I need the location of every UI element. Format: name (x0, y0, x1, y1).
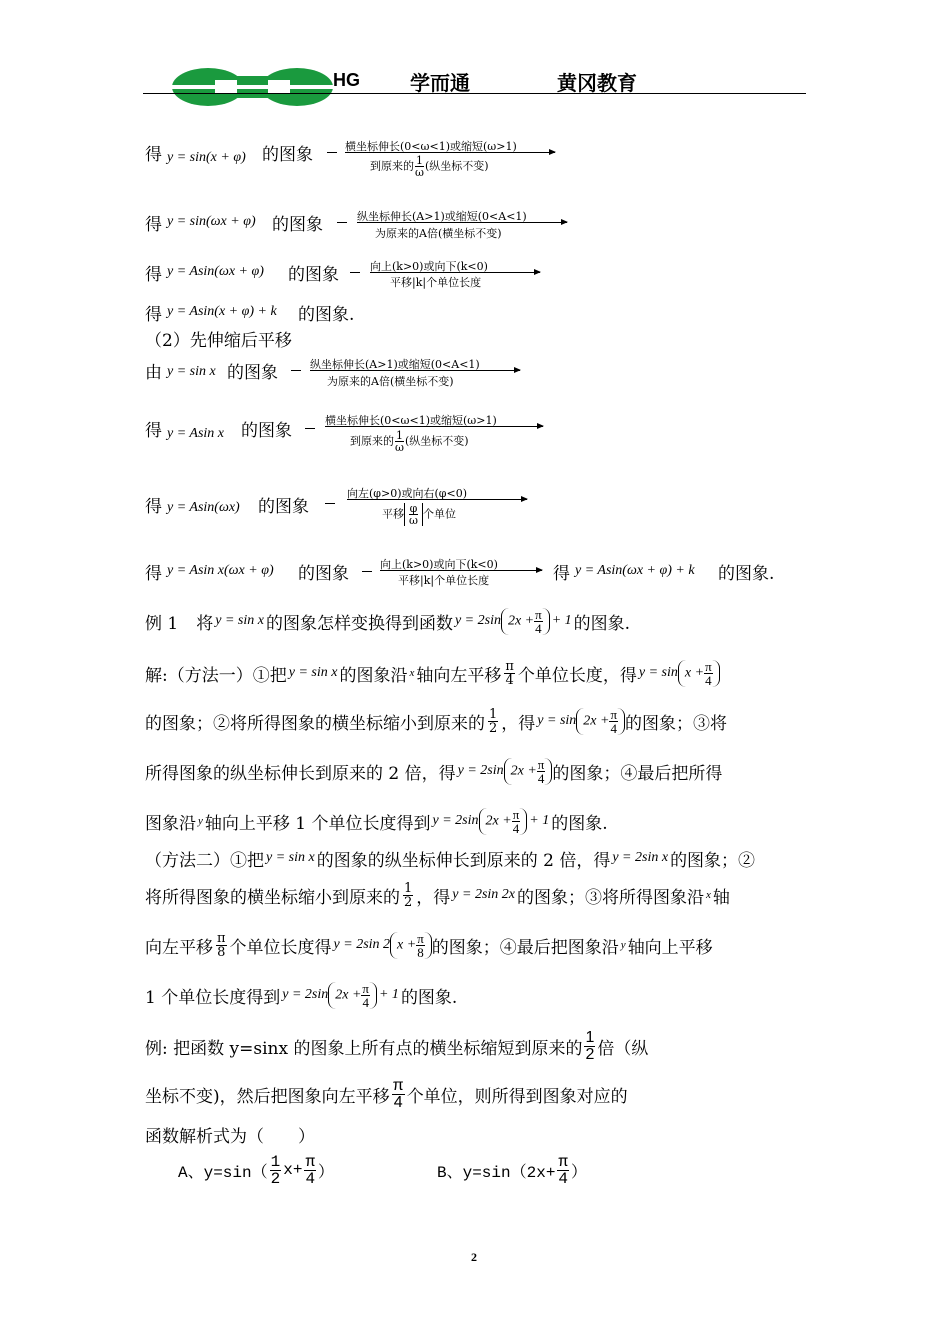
text: 1 个单位长度得到 (145, 987, 281, 1008)
frac-numerator: 1 (585, 1028, 595, 1046)
frac (361, 982, 370, 1009)
text: 倍（纵 (597, 1038, 649, 1059)
t4-arrow (380, 570, 542, 571)
step3-dash (350, 272, 360, 273)
t4-result-prefix: 得 (553, 564, 570, 584)
frac-denominator: 4 (535, 620, 542, 636)
text: ，得 (416, 887, 451, 908)
step3-arrow-top: 向上(k>0)或向下(k<0) (370, 260, 488, 273)
example2-line-1 (145, 1024, 648, 1068)
frac-denominator: 4 (537, 770, 545, 786)
step4-prefix: 得 (145, 305, 162, 325)
step1-arrow-bottom (370, 155, 489, 178)
frac (537, 758, 546, 785)
t2-suffix: 的图象 (241, 421, 292, 441)
text: 解:（方法一）①把 (145, 665, 287, 686)
frac-denominator: ω (415, 166, 424, 179)
formula: y (620, 939, 626, 951)
formula: 2x + (583, 713, 610, 729)
frac-numerator: π (305, 1152, 316, 1171)
step3-prefix: 得 (145, 265, 162, 285)
t3-arrow-top: 向左(φ>0)或向右(φ<0) (347, 487, 468, 500)
text: 的图象；③将 (625, 713, 728, 734)
t4-dash (362, 571, 372, 572)
frac-numerator: π (705, 658, 712, 674)
text: 将 (196, 613, 214, 634)
formula: 2x + (507, 613, 535, 629)
frac-numerator: π (505, 658, 514, 674)
t2-arrow-bottom (350, 430, 469, 453)
t1-arrow-top: 纵坐标伸长(A>1)或缩短(0<A<1) (310, 358, 480, 371)
step2-dash (337, 222, 347, 223)
frac-denominator: 8 (417, 944, 424, 960)
paren-group (678, 660, 720, 687)
page-number: 2 (471, 1250, 477, 1264)
header-brand: HG (333, 70, 360, 90)
frac-numerator: 1 (404, 880, 413, 896)
step3-suffix: 的图象 (288, 265, 339, 285)
step2-suffix: 的图象 (272, 215, 323, 235)
step1-bottom-text-2: (纵坐标不变) (424, 159, 489, 173)
paren-group (576, 708, 625, 735)
text: 的图象；② (670, 850, 756, 871)
frac (216, 932, 227, 959)
step3-arrow-bottom: 平移|k|个单位长度 (390, 276, 482, 289)
paren-group (328, 982, 377, 1009)
text: 坐标不变)，然后把图象向左平移 (145, 1086, 390, 1107)
formula: y = 2sin (282, 987, 329, 1002)
text: 向左平移 (145, 937, 213, 958)
formula: y = 2sin (454, 613, 501, 628)
text: 个单位长度，得 (517, 665, 637, 686)
solution-line-4 (145, 800, 608, 842)
frac (403, 882, 413, 909)
method2-line-1 (145, 845, 755, 871)
frac-numerator: π (392, 1076, 404, 1094)
formula: + 1 (378, 987, 399, 1002)
text: 的图象怎样变换得到函数 (265, 613, 453, 634)
frac-numerator: π (417, 930, 424, 946)
text: 的图象. (551, 813, 608, 834)
frac (609, 708, 618, 735)
formula: + 1 (551, 613, 572, 628)
frac-numerator: 1 (489, 706, 498, 722)
method2-line-3 (145, 924, 713, 966)
t3-prefix: 得 (145, 497, 162, 517)
step1-arrow (345, 152, 555, 153)
formula: y (198, 815, 203, 827)
text: 例: 把函数 y=sinx 的图象上所有点的横坐标缩短到原来的 (145, 1038, 583, 1059)
frac (557, 1154, 569, 1187)
text: 所得图象的纵坐标伸长到原来的 2 倍，得 (145, 763, 456, 784)
t2-formula: y = Asin x (167, 426, 225, 441)
section-heading: （2）先伸缩后平移 (145, 331, 292, 351)
header-title-1: 学而通 (410, 71, 470, 95)
frac (534, 608, 543, 635)
text: 个单位长度得 (229, 937, 332, 958)
text: 的图象；④最后把所得 (552, 763, 723, 784)
text: 的图象沿 (339, 665, 408, 686)
header-logo (170, 66, 335, 108)
t3-arrow (347, 499, 527, 500)
t2-dash (305, 428, 315, 429)
frac-denominator: 4 (610, 720, 617, 736)
text: 的图象；④最后把图象沿 (431, 937, 619, 958)
formula: y = sin x (288, 665, 338, 680)
text: x+ (283, 1161, 303, 1179)
frac-denominator: 8 (217, 944, 226, 960)
option-b[interactable] (437, 1148, 587, 1192)
example2-line-2 (145, 1072, 628, 1116)
frac-numerator: π (362, 980, 369, 996)
frac-denominator: 2 (404, 894, 413, 910)
formula: x (706, 889, 711, 901)
formula: y = sin (638, 665, 678, 680)
text: 的图象的纵坐标伸长到原来的 2 倍，得 (316, 850, 611, 871)
step1-suffix: 的图象 (262, 145, 313, 165)
t1-suffix: 的图象 (227, 363, 278, 383)
text: 将所得图象的横坐标缩小到原来的 (145, 887, 400, 908)
formula: 2x + (485, 813, 512, 829)
t1-dash (291, 370, 301, 371)
formula: y = sin x (215, 613, 264, 628)
frac-numerator: 1 (395, 429, 403, 442)
frac (504, 660, 515, 687)
formula: y = sin x (266, 850, 315, 865)
step2-arrow-top: 纵坐标伸长(A>1)或缩短(0<A<1) (357, 210, 527, 223)
t3-formula: y = Asin(ωx) (167, 500, 240, 515)
frac-denominator: ω (409, 514, 418, 527)
t2-bottom-text: 到原来的 (350, 434, 394, 448)
text: （方法二）①把 (145, 850, 264, 871)
formula: + 1 (529, 813, 550, 828)
formula: y = 2sin 2x (452, 887, 515, 902)
step2-arrow (357, 222, 567, 223)
formula: x (409, 667, 415, 679)
t1-arrow-bottom: 为原来的A倍(横坐标不变) (327, 375, 454, 388)
formula: x + (684, 665, 705, 681)
example2-line-3: 函数解析式为（ ） (145, 1127, 315, 1147)
example1-line (145, 600, 630, 642)
text: ，得 (501, 713, 536, 734)
text: 轴向左平移 (416, 665, 502, 686)
frac (416, 932, 425, 959)
t3-bottom-frac (404, 503, 423, 526)
formula: 2x + (335, 987, 362, 1003)
t1-prefix: 由 (145, 363, 162, 383)
logo-icon (170, 66, 335, 108)
t3-dash (325, 503, 335, 504)
t3-arrow-bottom (382, 503, 456, 526)
text: 的图象；②将所得图象的横坐标缩小到原来的 (145, 713, 485, 734)
text: 个单位，则所得到图象对应的 (406, 1086, 628, 1107)
method2-line-4 (145, 974, 457, 1016)
step1-arrow-top: 横坐标伸长(0<ω<1)或缩短(ω>1) (345, 140, 517, 153)
solution-line-3 (145, 750, 722, 792)
t4-prefix: 得 (145, 564, 162, 584)
frac-numerator: 1 (270, 1152, 281, 1171)
frac-numerator: π (217, 930, 226, 946)
example-label: 例 1 (145, 613, 179, 634)
formula: x + (397, 937, 417, 953)
formula: y = 2sin x (612, 850, 669, 865)
text: 的图象. (400, 987, 458, 1008)
t2-prefix: 得 (145, 421, 162, 441)
frac-numerator: π (535, 606, 542, 622)
frac-numerator: π (512, 806, 520, 822)
frac-denominator: 2 (489, 720, 498, 736)
text: 的图象；③将所得图象沿 (517, 887, 704, 908)
frac (304, 1154, 316, 1187)
frac (704, 660, 713, 687)
frac-denominator: 4 (512, 820, 520, 836)
formula: 2x + (510, 763, 537, 779)
solution-line-1 (145, 652, 720, 694)
t2-arrow-top: 横坐标伸长(0<ω<1)或缩短(ω>1) (325, 414, 497, 427)
t2-bottom-frac (394, 430, 405, 453)
t2-bottom-text-2: (纵坐标不变) (404, 434, 469, 448)
formula: y = sin (537, 713, 577, 728)
solution-line-2 (145, 700, 727, 742)
step3-arrow (370, 272, 540, 273)
t4-result-suffix: 的图象. (718, 564, 775, 584)
paren-group (504, 758, 553, 785)
text: A、y=sin（ (178, 1163, 268, 1182)
frac-denominator: 4 (362, 994, 369, 1010)
t4-result-formula: y = Asin(ωx + φ) + k (575, 563, 695, 578)
frac-denominator: 4 (705, 672, 712, 688)
t1-formula: y = sin x (167, 364, 216, 379)
step4-suffix: 的图象. (298, 305, 355, 325)
text: 轴向上平移 1 个单位长度得到 (204, 813, 431, 834)
frac (270, 1154, 282, 1187)
step2-formula: y = sin(ωx + φ) (167, 214, 256, 229)
frac-denominator: 4 (305, 1169, 316, 1188)
t3-bottom-text-2: 个单位 (422, 507, 456, 521)
frac-numerator: 1 (415, 154, 423, 167)
paren-group (479, 808, 528, 835)
option-a[interactable] (178, 1148, 334, 1192)
paren-group (390, 932, 432, 959)
t4-arrow-bottom: 平移|k|个单位长度 (398, 574, 490, 587)
frac (392, 1078, 405, 1111)
text: 轴向上平移 (627, 937, 713, 958)
frac-denominator: 4 (393, 1093, 403, 1111)
frac-numerator: π (610, 706, 618, 722)
formula: y = 2sin 2 (333, 937, 391, 952)
text: 轴 (712, 887, 730, 908)
formula: y = 2sin (457, 763, 504, 778)
header-title-2: 黄冈教育 (557, 71, 637, 95)
frac-denominator: 2 (585, 1045, 595, 1063)
paren-group (501, 608, 550, 635)
t4-formula: y = Asin x(ωx + φ) (167, 563, 274, 578)
step3-formula: y = Asin(ωx + φ) (167, 264, 264, 279)
t3-suffix: 的图象 (258, 497, 309, 517)
step1-bottom-frac (414, 155, 425, 178)
step2-arrow-bottom: 为原来的A倍(横坐标不变) (375, 227, 502, 240)
formula: y = 2sin (432, 813, 479, 828)
t3-bottom-text: 平移 (382, 507, 404, 521)
step1-formula: y = sin(x + φ) (167, 150, 246, 165)
text: ） (571, 1163, 588, 1182)
frac-denominator: 4 (505, 672, 514, 688)
t1-arrow (310, 370, 520, 371)
text: 图象沿 (145, 813, 196, 834)
header-rule (143, 93, 806, 94)
frac-denominator: 2 (270, 1169, 281, 1188)
step1-bottom-text: 到原来的 (370, 159, 414, 173)
method2-line-2 (145, 874, 730, 916)
text: 的图象. (573, 613, 631, 634)
text: B、y=sin（2x+ (437, 1163, 556, 1182)
t4-suffix: 的图象 (298, 564, 349, 584)
frac (584, 1030, 595, 1063)
frac-numerator: π (558, 1152, 569, 1171)
step1-dash (327, 152, 337, 153)
text: ） (318, 1163, 335, 1182)
frac-denominator: ω (395, 441, 404, 454)
step4-formula: y = Asin(x + φ) + k (167, 304, 277, 319)
frac-denominator: 4 (558, 1169, 569, 1188)
frac-numerator: φ (409, 502, 418, 515)
step1-prefix: 得 (145, 145, 162, 165)
frac-numerator: π (537, 756, 545, 772)
step2-prefix: 得 (145, 215, 162, 235)
frac (512, 808, 521, 835)
t2-arrow (325, 426, 543, 427)
frac (488, 708, 498, 735)
t4-arrow-top: 向上(k>0)或向下(k<0) (380, 558, 498, 571)
